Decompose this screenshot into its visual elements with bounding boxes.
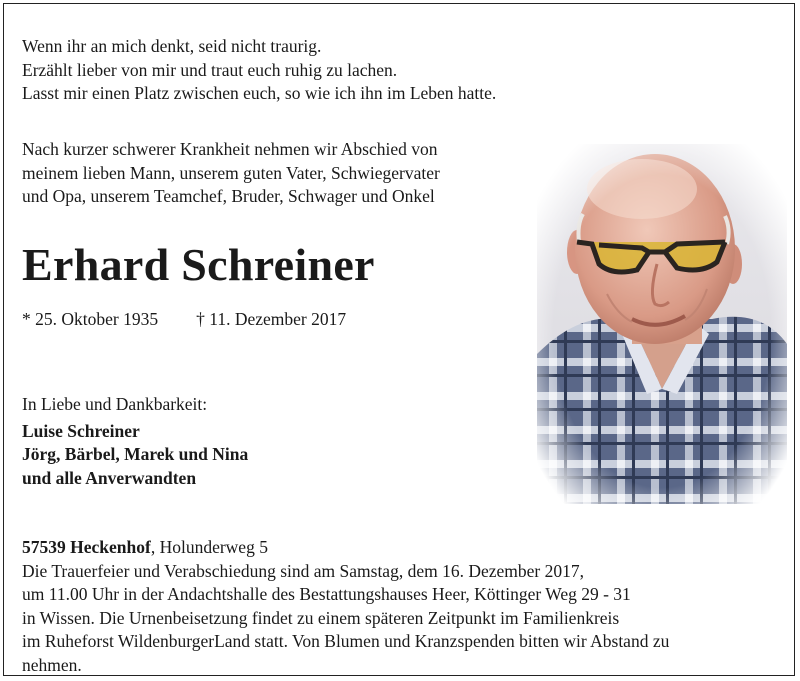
intro-line: meinem lieben Mann, unserem guten Vater, Schwiegervater: [22, 162, 440, 183]
intro-line: und Opa, unserem Teamchef, Bruder, Schwager und Onkel: [22, 186, 435, 206]
obituary-notice: [3, 3, 795, 676]
motto-poem: [22, 35, 496, 106]
intro-line: Nach kurzer schwerer Krankheit nehmen wir Abschied von: [22, 139, 438, 159]
birth-date: * 25. Oktober 1935: [22, 309, 159, 329]
motto-line: Wenn ihr an mich denkt, seid nicht traurig.: [22, 36, 322, 56]
funeral-line: in Wissen. Die Urnenbeisetzung findet zu einem späteren Zeitpunkt im Familienkreis: [22, 607, 620, 628]
motto-line: Erzählt lieber von mir und traut euch ruhig zu lachen.: [22, 59, 398, 80]
funeral-line: um 11.00 Uhr in der Andachtshalle des Bestattungshauses Heer, Köttinger Weg 29 - 31: [22, 584, 631, 604]
intro-text: [22, 138, 440, 209]
mourners-block: [22, 393, 248, 490]
mourner-name: und alle Anverwandten: [22, 467, 197, 488]
mourner-name: Jörg, Bärbel, Marek und Nina: [22, 444, 249, 464]
death-date: † 11. Dezember 2017: [196, 309, 347, 329]
address-line: [22, 536, 669, 560]
motto-line: Lasst mir einen Platz zwischen euch, so wie ich ihn im Leben hatte.: [22, 83, 497, 103]
funeral-line: Die Trauerfeier und Verabschiedung sind am Samstag, dem 16. Dezember 2017,: [22, 560, 584, 581]
portrait-photo: [537, 144, 787, 504]
address-and-funeral: [22, 536, 669, 677]
life-dates: [22, 307, 346, 331]
address-city: 57539 Heckenhof: [22, 537, 151, 557]
funeral-line: im Ruheforst WildenburgerLand statt. Von Blumen und Kranzspenden bitten wir Abstand zu: [22, 631, 670, 651]
mourners-heading: In Liebe und Dankbarkeit:: [22, 394, 208, 414]
address-street: , Holunderweg 5: [150, 537, 268, 557]
deceased-name: Erhard Schreiner: [22, 239, 375, 290]
mourner-name: Luise Schreiner: [22, 420, 140, 441]
funeral-line: nehmen.: [22, 654, 82, 675]
